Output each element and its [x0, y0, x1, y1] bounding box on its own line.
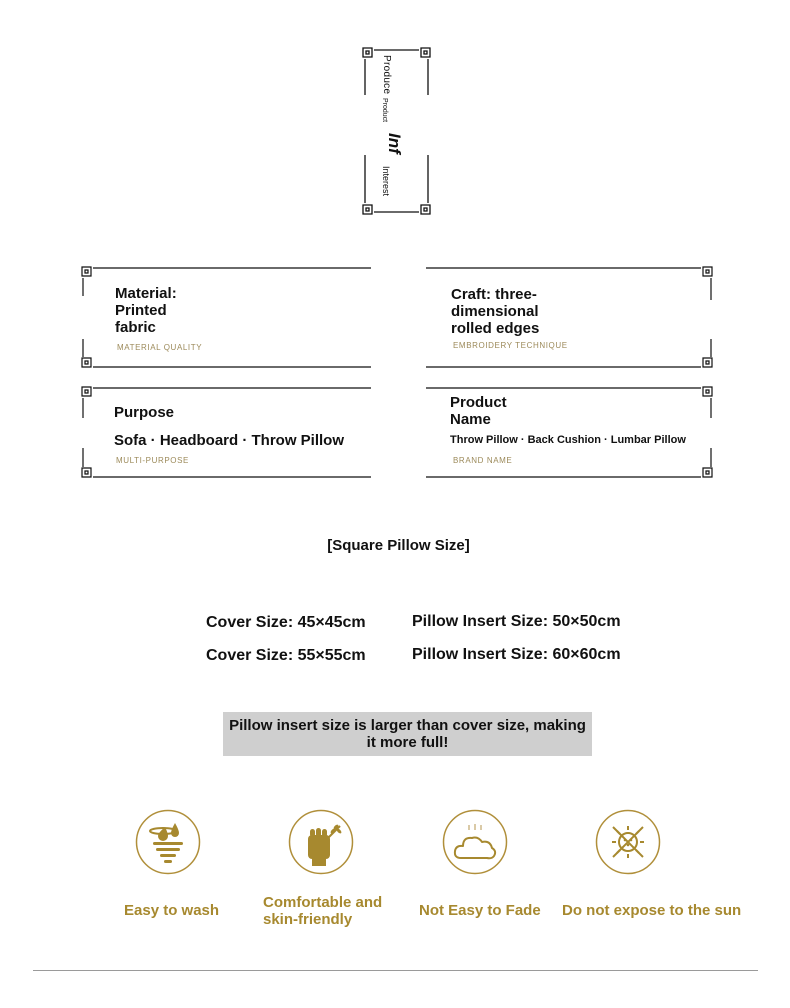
purpose-card	[81, 386, 371, 479]
material-label: Material: Printed fabric	[115, 285, 177, 336]
craft-card	[426, 266, 716, 369]
title-tag	[362, 47, 431, 215]
purpose-value: Sofa · Headboard · Throw Pillow	[114, 432, 345, 449]
fist-wheat-icon	[288, 809, 354, 875]
feature-label-sun: Do not expose to the sun	[562, 902, 742, 919]
insert-size-1: Pillow Insert Size: 50×50cm	[412, 613, 621, 630]
craft-sub: EMBROIDERY TECHNIQUE	[453, 341, 568, 350]
bottom-divider	[33, 970, 758, 971]
no-sun-icon	[595, 809, 661, 875]
product-value: Throw Pillow · Back Cushion · Lumbar Pillow	[450, 434, 686, 446]
title-product: Product	[381, 98, 388, 123]
cover-size-2: Cover Size: 55×55cm	[206, 647, 366, 664]
cover-size-1: Cover Size: 45×45cm	[206, 614, 366, 631]
feature-label-wash: Easy to wash	[124, 902, 220, 919]
purpose-sub: MULTI-PURPOSE	[116, 456, 189, 465]
title-inf: Inf	[385, 133, 404, 154]
craft-label: Craft: three- dimensional rolled edges	[451, 286, 540, 337]
feature-label-comfort: Comfortable and skin-friendly	[263, 894, 383, 928]
purpose-label: Purpose	[114, 404, 175, 421]
product-sub: BRAND NAME	[453, 456, 513, 465]
size-section-title: [Square Pillow Size]	[327, 537, 470, 554]
size-note-text: Pillow insert size is larger than cover size, making it more full!	[229, 717, 586, 751]
product-label: Product Name	[450, 394, 507, 428]
title-produce: Produce	[381, 55, 392, 95]
title-interest: Interest	[381, 166, 391, 197]
material-card	[81, 266, 371, 369]
product-card	[426, 386, 716, 479]
title-tag-frame	[362, 47, 431, 215]
water-wash-icon	[135, 809, 201, 875]
feature-label-fade: Not Easy to Fade	[419, 902, 541, 919]
size-note-box	[223, 712, 592, 756]
insert-size-2: Pillow Insert Size: 60×60cm	[412, 646, 621, 663]
material-sub: MATERIAL QUALITY	[117, 343, 203, 352]
cloud-icon	[442, 809, 508, 875]
